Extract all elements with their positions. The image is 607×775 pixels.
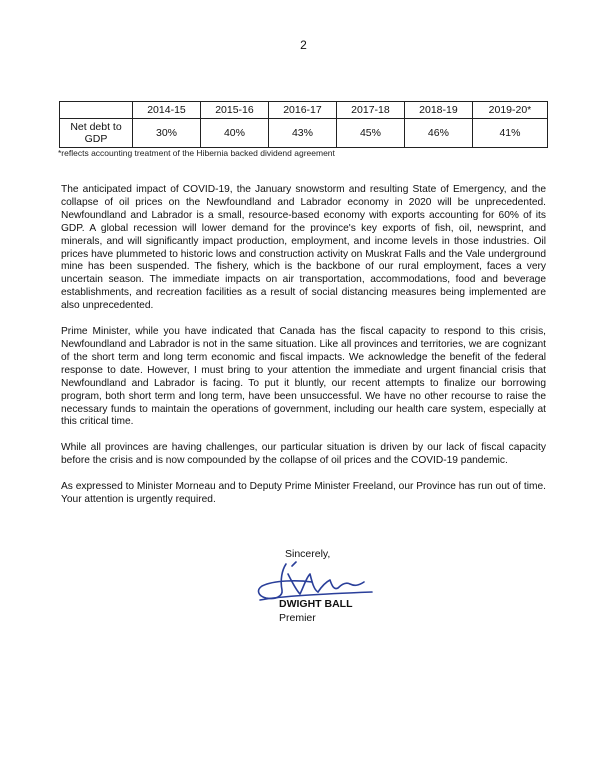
handwritten-signature — [252, 556, 382, 604]
signer-name: DWIGHT BALL — [279, 598, 353, 610]
table-row — [60, 119, 548, 148]
table-header-cell: 2014-15 — [133, 102, 201, 119]
table-header-cell: 2018-19 — [404, 102, 472, 119]
net-debt-table — [59, 101, 548, 148]
table-cell: 45% — [336, 119, 404, 148]
body-paragraph: While all provinces are having challenges, our particular situation is driven by our lack of fiscal capacity before the crisis and is now compounded by the collapse of oil prices and the COVID-19 pandemic. — [61, 442, 546, 467]
table-header-cell: 2017-18 — [336, 102, 404, 119]
table-cell: 41% — [472, 119, 547, 148]
closing-salutation: Sincerely, — [285, 548, 331, 560]
table-footnote: *reflects accounting treatment of the Hibernia backed dividend agreement — [58, 148, 335, 158]
table-header-cell — [60, 102, 133, 119]
row-label: Net debt to GDP — [60, 119, 133, 148]
body-paragraph: The anticipated impact of COVID-19, the January snowstorm and resulting State of Emergency, and the collapse of oil prices on the Newfoundland and Labrador economy in 2020 will be unprecedented. Newfoundland and Labrador is a small, resource-based economy with exports accounting for 60% of its GDP. A global recession will lower demand for the province's key exports of fish, oil, newsprint, and minerals, and will significantly impact production, employment, and income levels in those industries. Oil prices have plummeted to historic lows and construction activity on Muskrat Falls and the Vale underground mine has been suspended. The fishery, which is the backbone of our rural employment, faces a very uncertain season. The immediate impacts on air transportation, accommodations, food and beverage establishments, and recreation facilities as a result of social distancing measures being implemented are also unprecedented. — [61, 184, 546, 312]
table-cell: 40% — [200, 119, 268, 148]
letter-body — [61, 184, 546, 520]
signer-title: Premier — [279, 612, 316, 624]
body-paragraph: As expressed to Minister Morneau and to Deputy Prime Minister Freeland, our Province has run out of time. Your attention is urgently required. — [61, 481, 546, 506]
table-header-cell: 2016-17 — [268, 102, 336, 119]
table-header-cell: 2015-16 — [200, 102, 268, 119]
body-paragraph: Prime Minister, while you have indicated that Canada has the fiscal capacity to respond to this crisis, Newfoundland and Labrador is not in the same situation. Like all provinces and territories, we are cognizant of the short term and long term economic and fiscal impacts. We acknowledge the benefit of the federal response to date. However, I must bring to your attention the immediate and urgent financial crisis that Newfoundland and Labrador is facing. To put it bluntly, our recent attempts to finalize our borrowing program, both short term and long term, have been unsuccessful. We have no other recourse to raise the necessary funds to maintain the operations of government, including our health care system, especially at this critical time. — [61, 326, 546, 428]
table-cell: 30% — [133, 119, 201, 148]
table-header-cell: 2019-20* — [472, 102, 547, 119]
table-cell: 46% — [404, 119, 472, 148]
table-cell: 43% — [268, 119, 336, 148]
table-header-row — [60, 102, 548, 119]
page-number: 2 — [300, 38, 307, 52]
